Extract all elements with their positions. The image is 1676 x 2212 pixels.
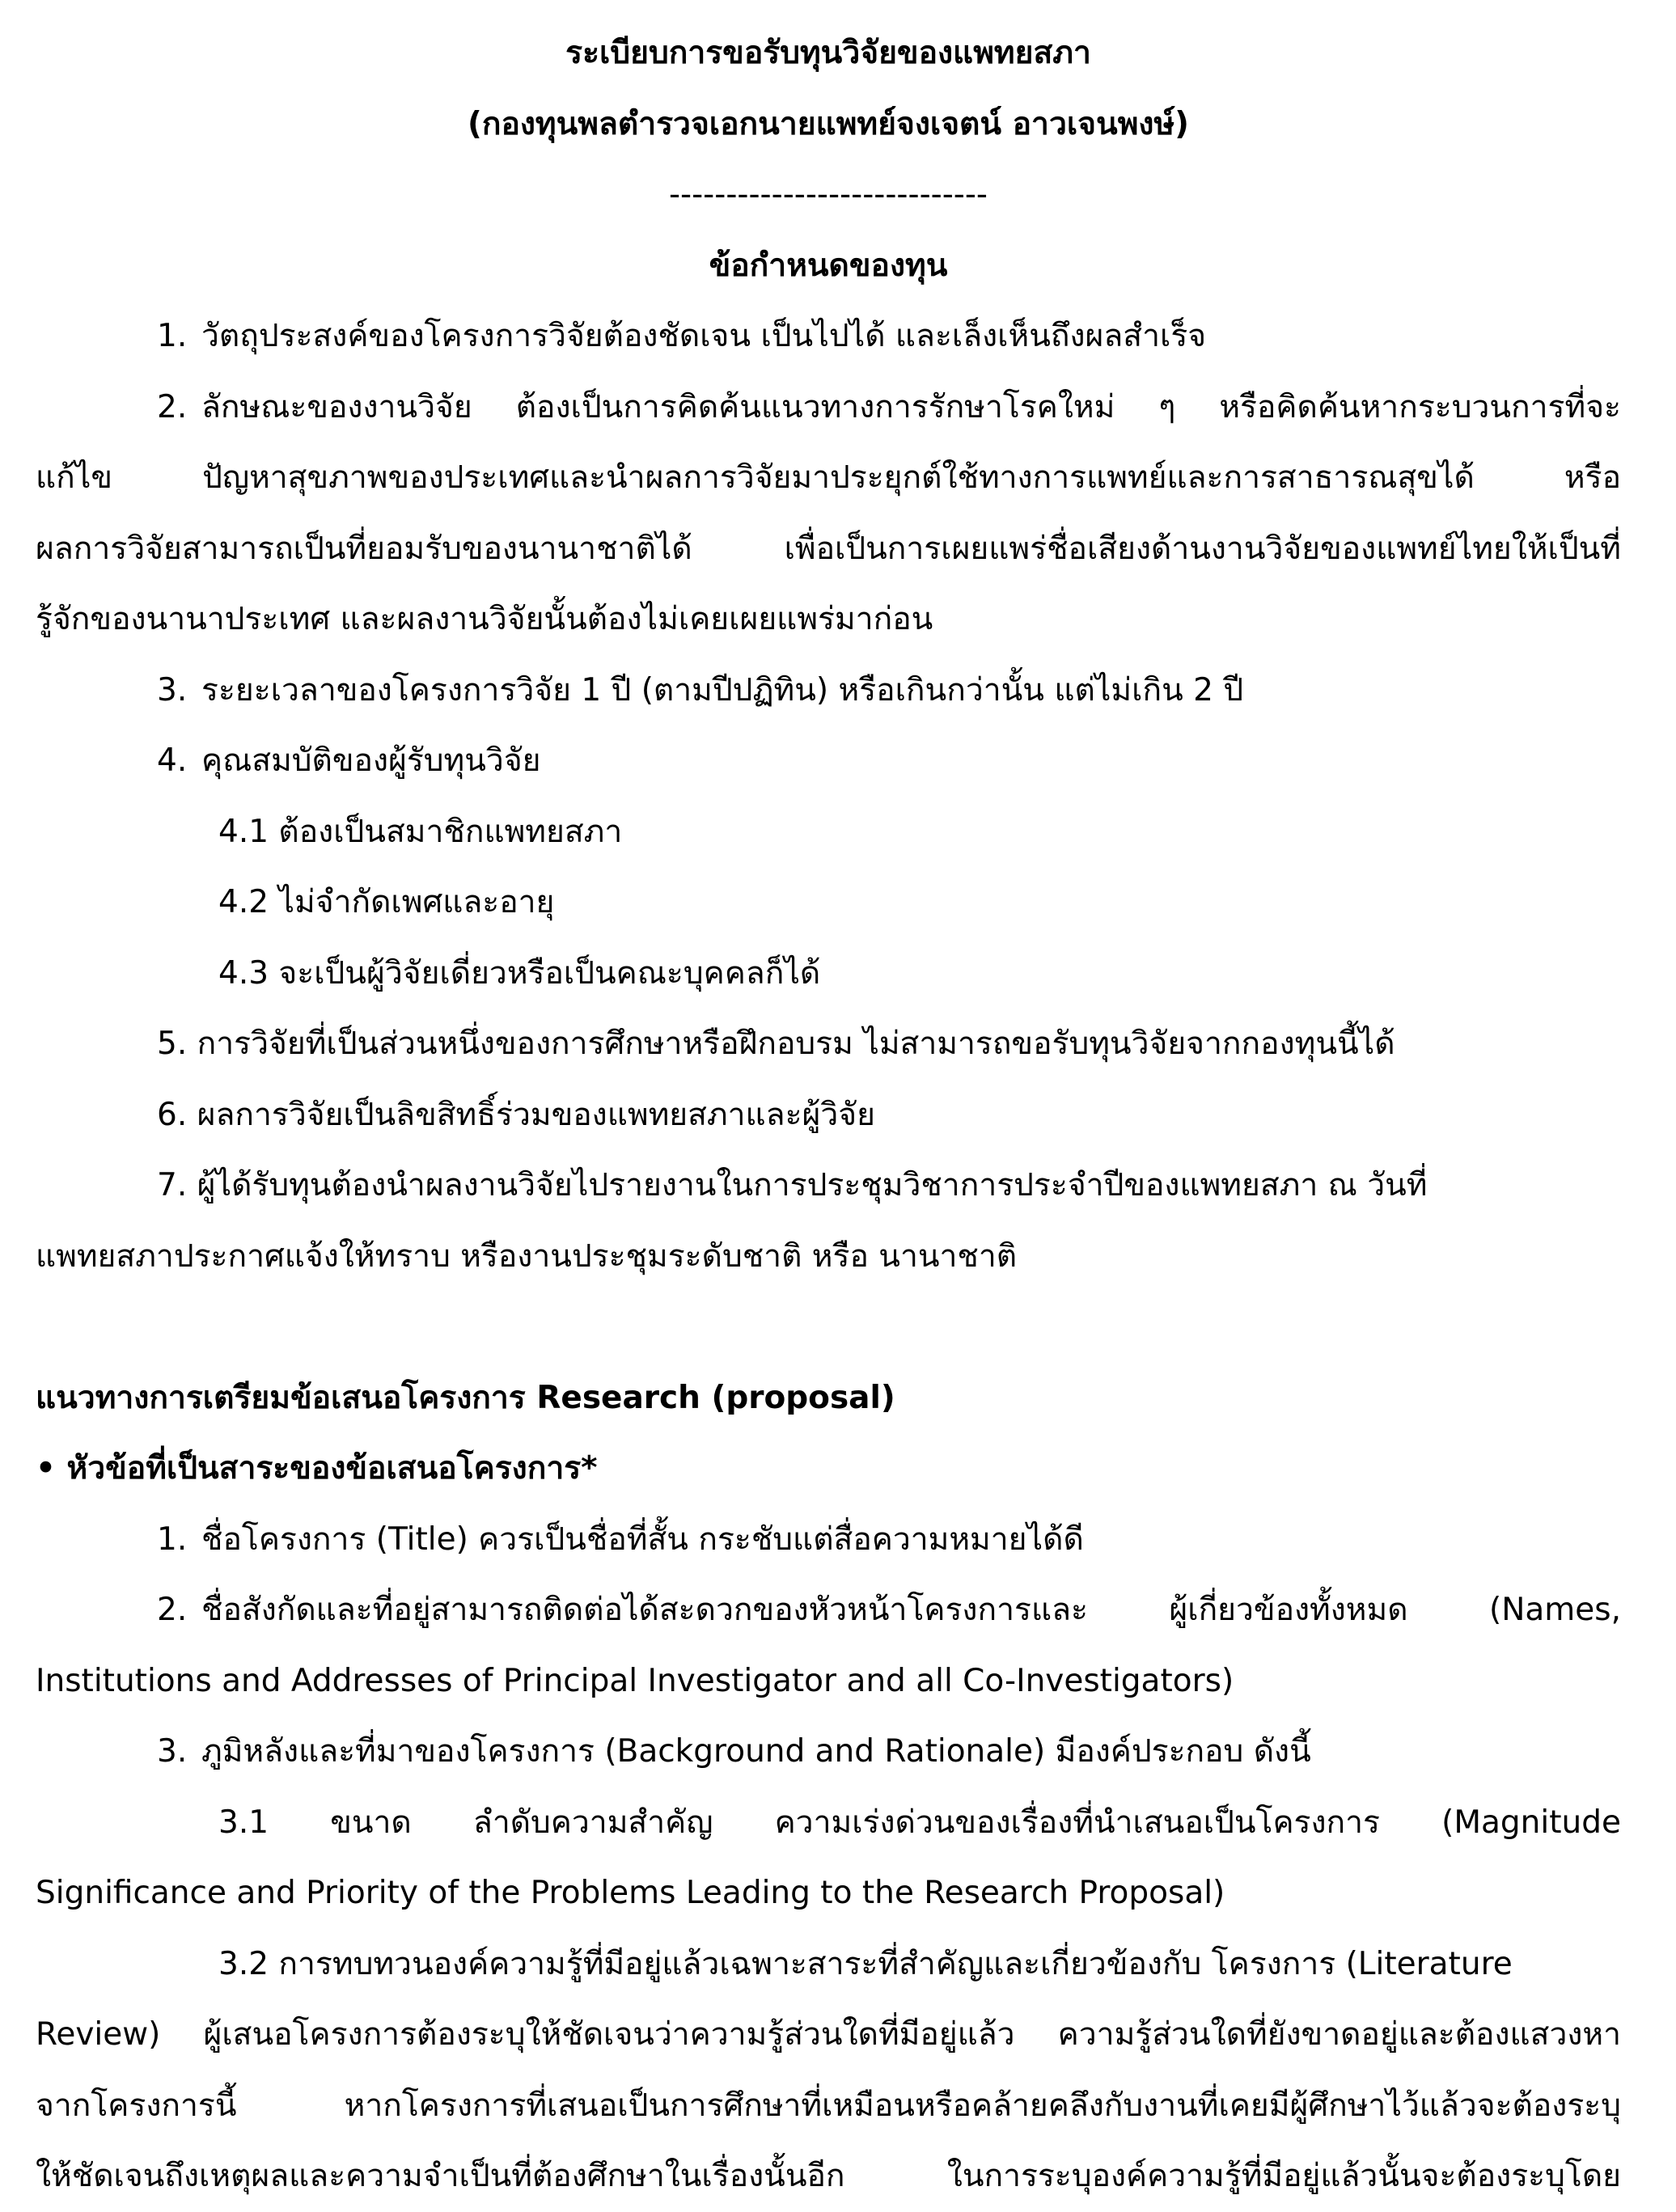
item-number: 2. (157, 1592, 188, 1628)
item-text: ระยะเวลาของโครงการวิจัย 1 ปี (ตามปีปฏิทิน) หรือเกินกว่านั้น แต่ไม่เกิน 2 ปี (201, 671, 1244, 708)
paragraph-line: ผลการวิจัยสามารถเป็นที่ยอมรับของนานาชาติได้ เพื่อเป็นการเผยแพร่ชื่อเสียงด้านงานวิจัยของแพทย์ไทยให้เป็นที่ (36, 530, 1621, 567)
paragraph-line: Significance and Priority of the Problems Leading to the Research Proposal) (36, 1875, 1225, 1911)
sub-list-item: 3.2 การทบทวนองค์ความรู้ที่มีอยู่แล้วเฉพาะสาระที่สำคัญและเกี่ยวข้องกับ โครงการ (Literature (218, 1945, 1513, 1982)
list-item (36, 372, 1621, 443)
sub-list-item: 4.3 จะเป็นผู้วิจัยเดี่ยวหรือเป็นคณะบุคคลก็ได้ (218, 954, 821, 992)
list-item: 5. การวิจัยที่เป็นส่วนหนึ่งของการศึกษาหรือฝึกอบรม ไม่สามารถขอรับทุนวิจัยจากกองทุนนี้ได้ (157, 1026, 1395, 1062)
blank-line (36, 1292, 1621, 1363)
separator-line: ---------------------------- (668, 176, 988, 213)
item-number: 1. (157, 318, 188, 354)
item-text: ชื่อสังกัดและที่อยู่สามารถติดต่อได้สะดวกของหัวหน้าโครงการและ ผู้เกี่ยวข้องทั้งหมด (Names, (201, 1592, 1621, 1628)
list-item: 6. ผลการวิจัยเป็นลิขสิทธิ์ร่วมของแพทยสภาและผู้วิจัย (157, 1096, 875, 1133)
sub-list-item: 4.1 ต้องเป็นสมาชิกแพทยสภา (218, 813, 623, 850)
item-number: 1. (157, 1520, 188, 1558)
section-heading-grant-conditions: ข้อกำหนดของทุน (709, 247, 948, 284)
document-subtitle: (กองทุนพลตำรวจเอกนายแพทย์จงเจตน์ อาวเจนพงษ์) (468, 105, 1189, 142)
item-number: 4. (157, 742, 188, 779)
paragraph-line: Review) ผู้เสนอโครงการต้องระบุให้ชัดเจนว่าความรู้ส่วนใดที่มีอยู่แล้ว ความรู้ส่วนใดที่ยังขาดอยู่และต้องแสวงหา (36, 2016, 1621, 2053)
item-text: ภูมิหลังและที่มาของโครงการ (Background and Rationale) มีองค์ประกอบ ดังนี้ (201, 1733, 1311, 1770)
sub-list-item: 3.1 ขนาด ลำดับความสำคัญ ความเร่งด่วนของเรื่องที่นำเสนอเป็นโครงการ (Magnitude (218, 1804, 1621, 1841)
list-item: 7. ผู้ได้รับทุนต้องนำผลงานวิจัยไปรายงานในการประชุมวิชาการประจำปีของแพทยสภา ณ วันที่ (157, 1167, 1428, 1203)
document-title: ระเบียบการขอรับทุนวิจัยของแพทยสภา (565, 35, 1091, 71)
sub-list-item: 4.2 ไม่จำกัดเพศและอายุ (218, 884, 555, 920)
item-text: ลักษณะของงานวิจัย ต้องเป็นการคิดค้นแนวทางการรักษาโรคใหม่ ๆ หรือคิดค้นหากระบวนการที่จะ (201, 388, 1621, 425)
paragraph-line: แก้ไข ปัญหาสุขภาพของประเทศและนำผลการวิจัยมาประยุกต์ใช้ทางการแพทย์และการสาธารณสุขได้ หรือ (36, 459, 1621, 496)
item-number: 2. (157, 388, 188, 425)
document-page (36, 18, 1621, 2212)
section-heading-proposal-guidelines: แนวทางการเตรียมข้อเสนอโครงการ Research (proposal) (36, 1379, 895, 1416)
list-item (36, 725, 1621, 797)
paragraph-line: แพทยสภาประกาศแจ้งให้ทราบ หรืองานประชุมระดับชาติ หรือ นานาชาติ (36, 1237, 1018, 1275)
list-item (36, 1716, 1621, 1787)
paragraph-line: ให้ชัดเจนถึงเหตุผลและความจำเป็นที่ต้องศึกษาในเรื่องนั้นอีก ในการระบุองค์ความรู้ที่มีอยู่แล้วนั้นจะต้องระบุโดย (36, 2158, 1621, 2194)
list-item (36, 1504, 1621, 1575)
item-text: วัตถุประสงค์ของโครงการวิจัยต้องชัดเจน เป็นไปได้ และเล็งเห็นถึงผลสำเร็จ (201, 318, 1207, 354)
bullet-heading: • หัวข้อที่เป็นสาระของข้อเสนอโครงการ* (36, 1450, 598, 1487)
item-text: ชื่อโครงการ (Title) ควรเป็นชื่อที่สั้น กระชับแต่สื่อความหมายได้ดี (201, 1520, 1084, 1558)
list-item (36, 1575, 1621, 1646)
item-text: คุณสมบัติของผู้รับทุนวิจัย (201, 742, 541, 779)
list-item (36, 301, 1621, 372)
list-item (36, 655, 1621, 726)
item-number: 3. (157, 1733, 188, 1770)
paragraph-line: รู้จักของนานาประเทศ และผลงานวิจัยนั้นต้องไม่เคยเผยแพร่มาก่อน (36, 601, 933, 637)
paragraph-line: Institutions and Addresses of Principal Investigator and all Co-Investigators) (36, 1662, 1234, 1699)
item-number: 3. (157, 671, 188, 708)
paragraph-line: จากโครงการนี้ หากโครงการที่เสนอเป็นการศึกษาที่เหมือนหรือคล้ายคลึงกับงานที่เคยมีผู้ศึกษาไว้แล้วจะต้องระบุ (36, 2087, 1621, 2124)
